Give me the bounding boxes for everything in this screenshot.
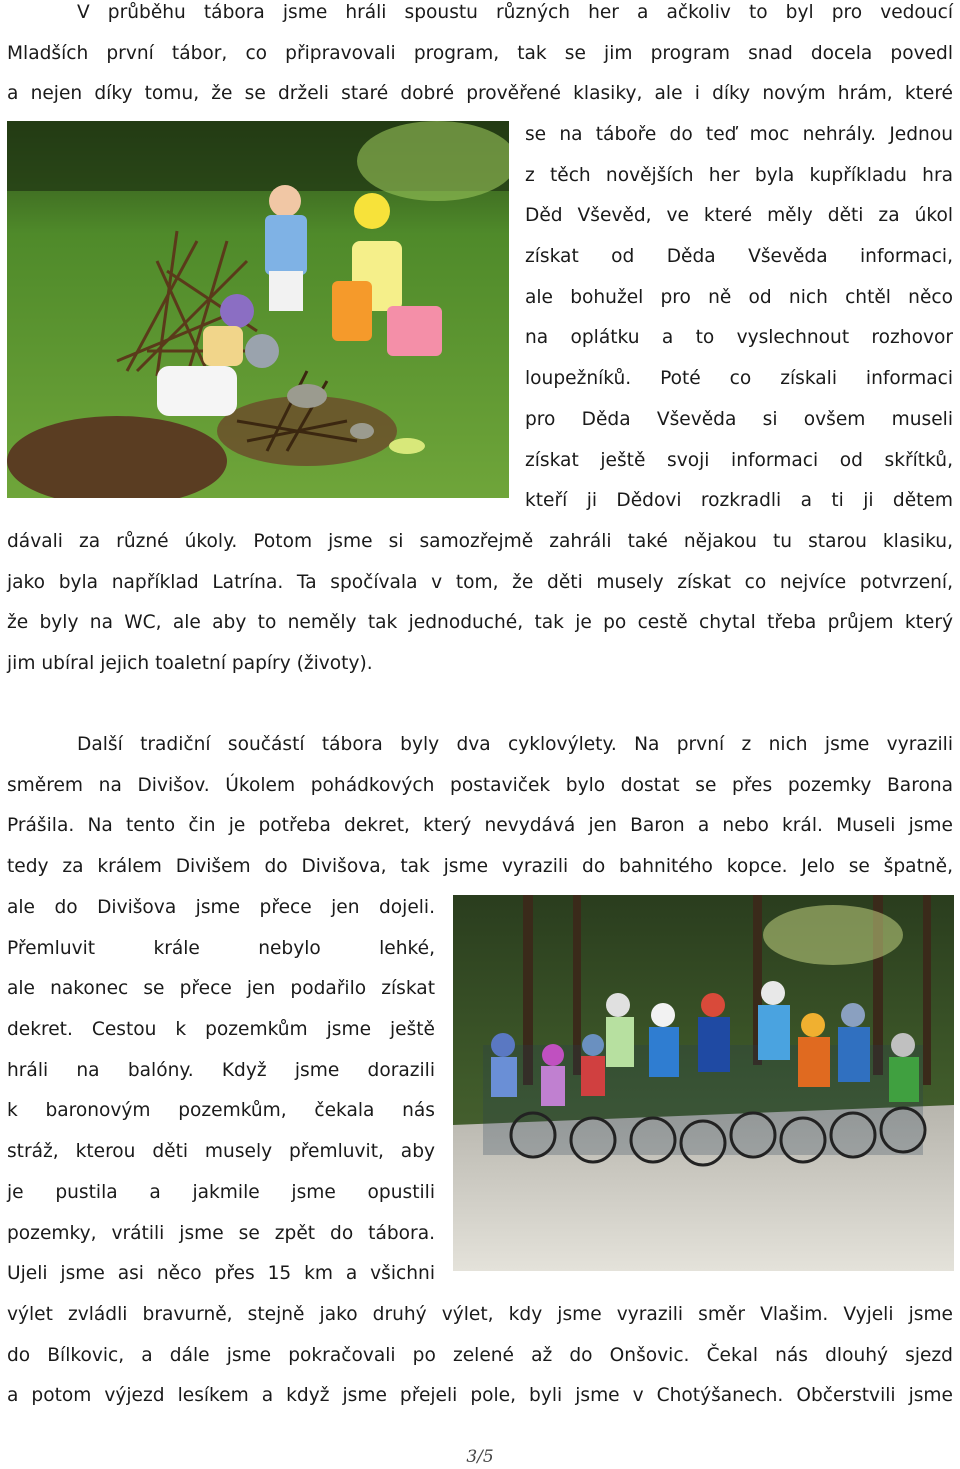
text-line: hráli na balóny. Když jsme dorazili bbox=[7, 1059, 435, 1081]
text-line: ale do Divišova jsme přece jen dojeli. bbox=[7, 897, 435, 918]
text-line: získat od Děda Vševěda informaci, bbox=[525, 246, 953, 268]
text-line: do Bílkovic, a dále jsme pokračovali po zelené až do Onšovic. Čekal nás dlouhý sjezd bbox=[7, 1344, 953, 1366]
cyclists-photo bbox=[453, 895, 954, 1271]
campfire-photo bbox=[7, 121, 509, 498]
text-line: jim ubíral jejich toaletní papíry (životy). bbox=[7, 653, 373, 675]
text-line: je pustila a jakmile jsme opustili bbox=[7, 1181, 435, 1203]
text-line: ale nakonec se přece jen podařilo získat bbox=[7, 978, 435, 1000]
text-line: tedy za králem Divišem do Divišova, tak jsme vyrazili do bahnitého kopce. Jelo se špatně, bbox=[7, 856, 953, 878]
text-line: loupežníků. Poté co získali informaci bbox=[525, 368, 953, 390]
text-line: k baronovým pozemkům, čekala nás bbox=[7, 1100, 435, 1122]
page-number: 3/5 bbox=[466, 1447, 494, 1467]
text-line: Další tradiční součástí tábora byly dva cyklovýlety. Na první z nich jsme vyrazili bbox=[77, 734, 953, 755]
text-line: se na táboře do teď moc nehrály. Jednou bbox=[525, 124, 953, 145]
paragraph-2-bottom bbox=[7, 1295, 953, 1417]
text-line: kteří ji Dědovi rozkradli a ti ji dětem bbox=[525, 490, 953, 512]
text-line: a potom výjezd lesíkem a když jsme přejeli pole, byli jsme v Chotýšanech. Občerstvili jsme bbox=[7, 1385, 953, 1407]
text-line: stráž, kterou děti musely přemluvit, aby bbox=[7, 1141, 435, 1163]
text-line: směrem na Divišov. Úkolem pohádkových postaviček bylo dostat se přes pozemky Barona bbox=[7, 774, 953, 796]
text-line: a nejen díky tomu, že se drželi staré dobré prověřené klasiky, ale i díky novým hrám, které bbox=[7, 83, 953, 105]
text-line: z těch novějších her byla kupříkladu hra bbox=[525, 164, 953, 186]
text-line: jako byla například Latrína. Ta spočívala v tom, že děti musely získat co nejvíce potvrzení, bbox=[7, 571, 953, 593]
text-line: V průběhu tábora jsme hráli spoustu různých her a ačkoliv to byl pro vedoucí bbox=[77, 2, 953, 23]
text-line: Prášila. Na tento čin je potřeba dekret, který nevydává jen Baron a nebo král. Museli jsme bbox=[7, 815, 953, 837]
paragraph-2-left bbox=[7, 888, 435, 1295]
text-line: na oplátku a to vyslechnout rozhovor bbox=[525, 327, 953, 349]
text-line: pozemky, vrátili jsme se zpět do tábora. bbox=[7, 1222, 435, 1244]
text-line: dekret. Cestou k pozemkům jsme ještě bbox=[7, 1019, 435, 1041]
paragraph-1-bottom bbox=[7, 522, 953, 685]
paragraph-1-top bbox=[7, 0, 953, 115]
text-line: že byly na WC, ale aby to neměly tak jednoduché, tak je po cestě chytal třeba průjem který bbox=[7, 612, 953, 634]
paragraph-2-top bbox=[7, 725, 953, 888]
text-line: Přemluvit krále nebylo lehké, bbox=[7, 937, 435, 959]
text-line: Mladších první tábor, co připravovali program, tak se jim program snad docela povedl bbox=[7, 42, 953, 64]
paragraph-1-right bbox=[525, 115, 953, 522]
text-line: výlet zvládli bravurně, stejně jako druhý výlet, kdy jsme vyrazili směr Vlašim. Vyjeli jsme bbox=[7, 1304, 953, 1325]
text-line: Ujeli jsme asi něco přes 15 km a všichni bbox=[7, 1263, 435, 1285]
text-line: získat ještě svoji informaci od skřítků, bbox=[525, 449, 953, 471]
text-line: Děd Vševěd, ve které měly děti za úkol bbox=[525, 205, 953, 227]
text-line: dávali za různé úkoly. Potom jsme si samozřejmě zahráli také nějakou tu starou klasiku, bbox=[7, 531, 953, 552]
text-line: ale bohužel pro ně od nich chtěl něco bbox=[525, 286, 953, 308]
text-line: pro Děda Vševěda si ovšem museli bbox=[525, 408, 953, 430]
